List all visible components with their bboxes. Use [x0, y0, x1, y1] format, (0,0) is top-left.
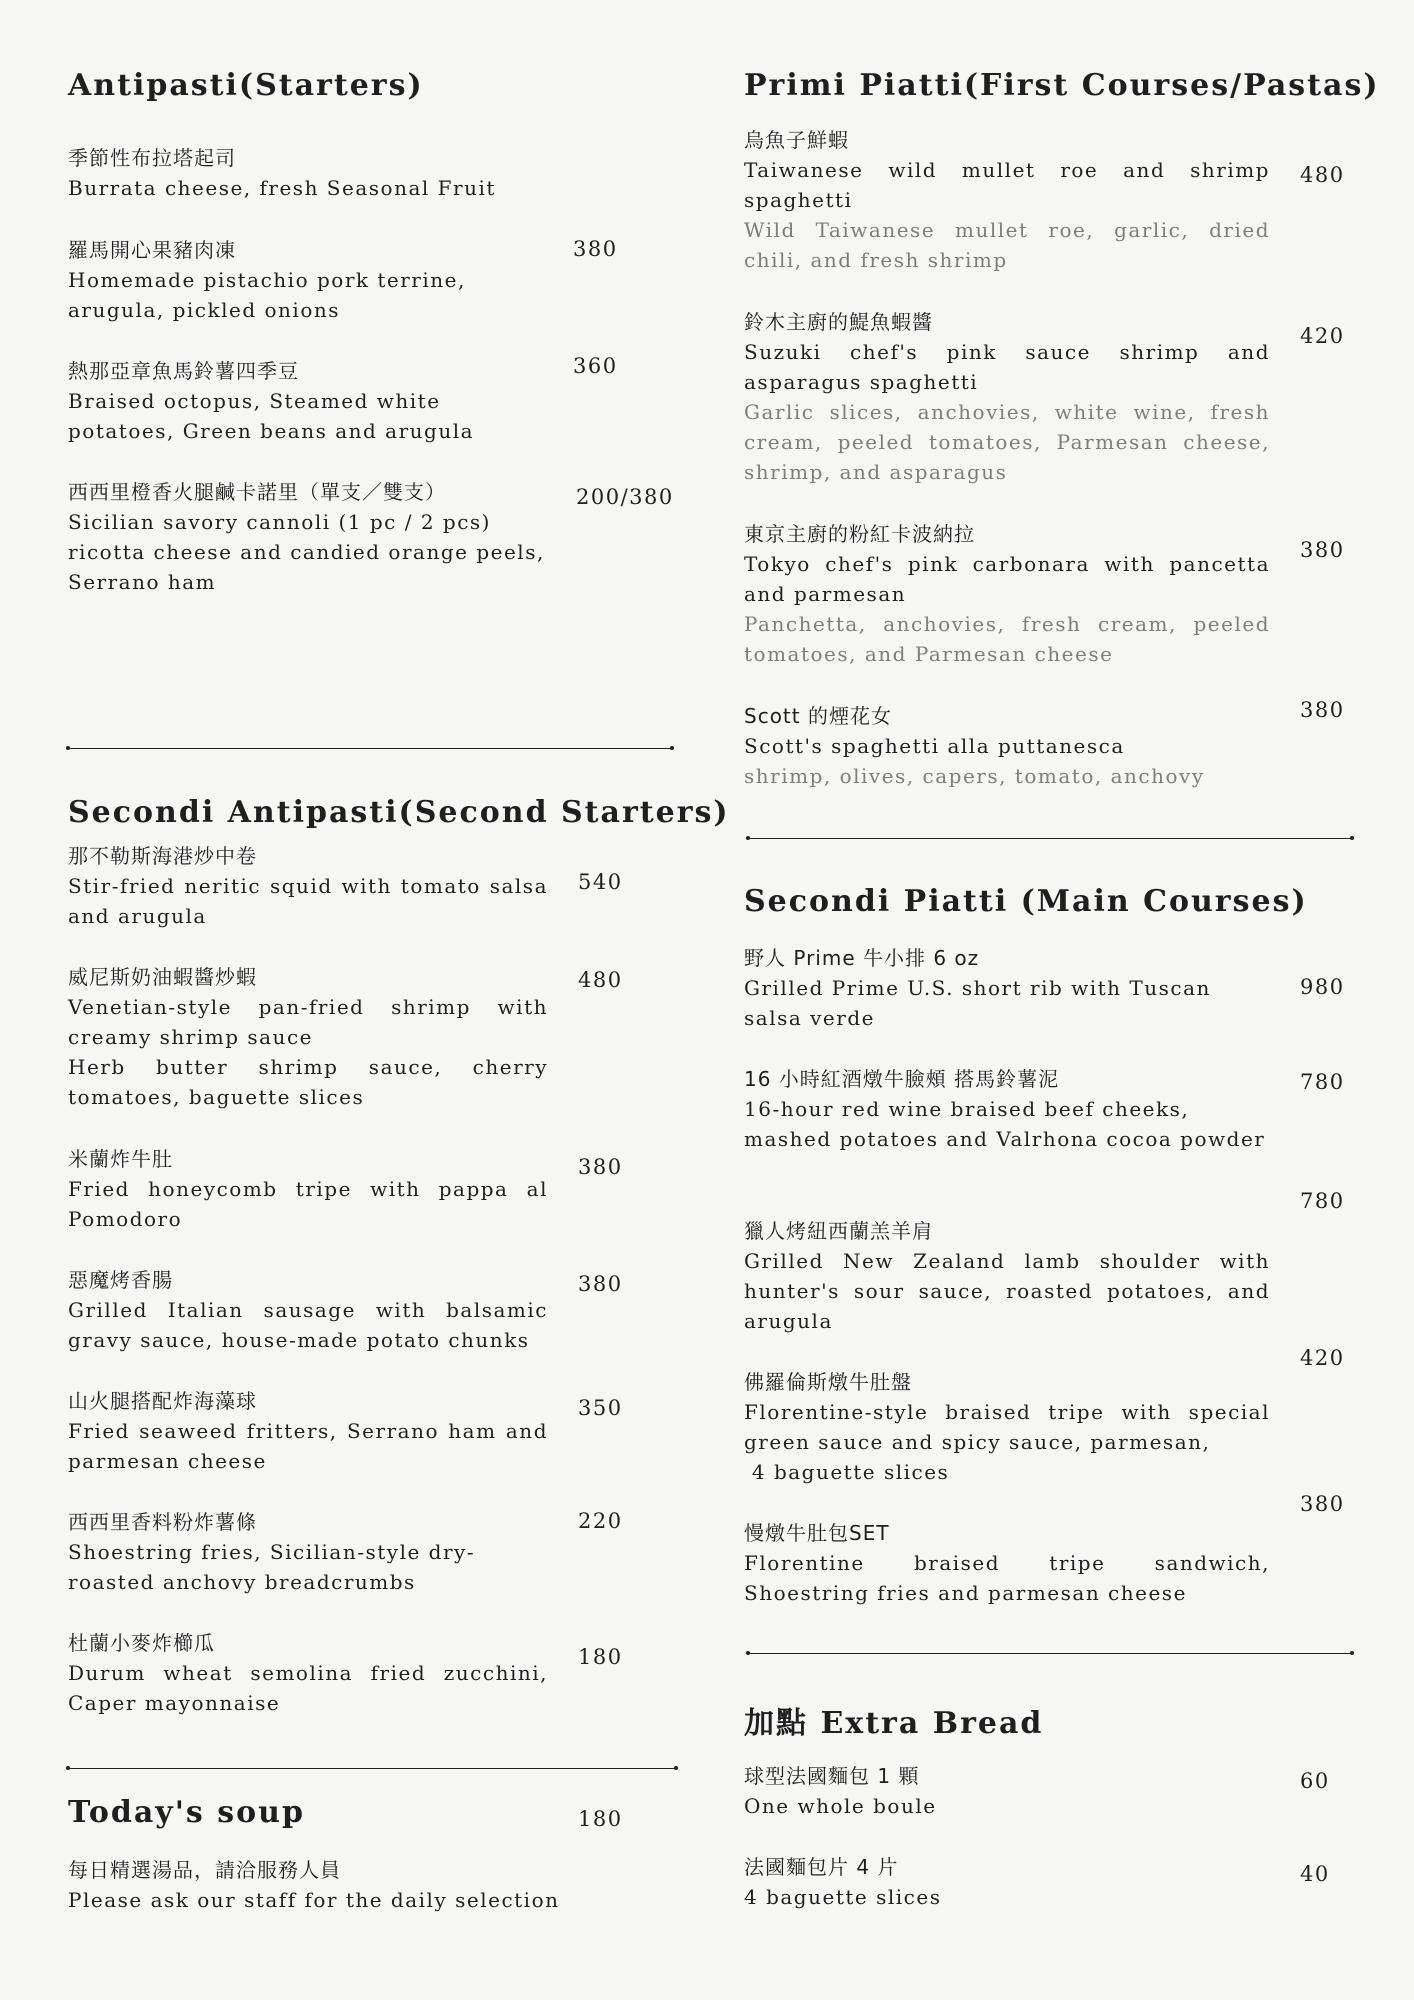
item-name-en: 4 baguette slices: [744, 1885, 942, 1909]
menu-item: [68, 235, 538, 325]
item-name-en: Venetian-style pan-fried shrimp with creamy shrimp sauce: [68, 995, 548, 1049]
item-name-zh: 東京主廚的粉紅卡波納拉: [744, 522, 975, 546]
item-name-zh: 獵人烤紐西蘭羔羊肩: [744, 1219, 933, 1243]
item-price: 380: [578, 1155, 623, 1179]
item-name-zh: 那不勒斯海港炒中卷: [68, 844, 257, 868]
item-description: 4 baguette slices: [744, 1460, 950, 1484]
menu-item: [744, 307, 1270, 487]
item-price: 780: [1300, 1189, 1345, 1213]
item-name-en: Fried honeycomb tripe with pappa al Pomodoro: [68, 1177, 548, 1231]
menu-item: [68, 1386, 548, 1476]
item-name-zh: 熱那亞章魚馬鈴薯四季豆: [68, 359, 299, 383]
item-name-en: Suzuki chef's pink sauce shrimp and asparagus spaghetti: [744, 340, 1270, 394]
menu-item: [744, 519, 1270, 669]
item-price: 380: [573, 237, 618, 261]
item-name-zh: 法國麵包片 4 片: [744, 1855, 899, 1879]
menu-item: [68, 841, 548, 931]
item-price: 540: [578, 870, 623, 894]
item-name-zh: 威尼斯奶油蝦醬炒蝦: [68, 965, 257, 989]
item-name-zh: 米蘭炸牛肚: [68, 1147, 173, 1171]
item-price: 40: [1300, 1862, 1330, 1886]
item-description: Wild Taiwanese mullet roe, garlic, dried chili, and fresh shrimp: [744, 218, 1270, 272]
menu-item: [744, 1852, 1270, 1912]
menu-item: [68, 356, 528, 446]
item-name-zh: Scott 的煙花女: [744, 704, 892, 728]
item-price: 200/380: [576, 485, 674, 509]
menu-item: [68, 1855, 688, 1915]
item-description: shrimp, olives, capers, tomato, anchovy: [744, 764, 1205, 788]
item-name-en: Stir-fried neritic squid with tomato salsa and arugula: [68, 874, 548, 928]
divider: [748, 1653, 1352, 1654]
item-price: 180: [578, 1645, 623, 1669]
menu-item: [744, 125, 1270, 275]
menu-item: [68, 1628, 548, 1718]
menu-item: [744, 1216, 1270, 1336]
item-price: 360: [573, 354, 618, 378]
soup-title: Today's soup: [68, 1795, 305, 1830]
item-name-en: Please ask our staff for the daily selection: [68, 1888, 560, 1912]
item-price: 380: [1300, 1492, 1345, 1516]
item-name-en: Florentine braised tripe sandwich, Shoestring fries and parmesan cheese: [744, 1551, 1270, 1605]
item-name-en: Shoestring fries, Sicilian-style dry-roasted anchovy breadcrumbs: [68, 1540, 476, 1594]
item-name-zh: 野人 Prime 牛小排 6 oz: [744, 946, 980, 970]
item-name-zh: 杜蘭小麥炸櫛瓜: [68, 1631, 215, 1655]
item-name-zh: 每日精選湯品，請洽服務人員: [68, 1858, 341, 1882]
item-name-en: Taiwanese wild mullet roe and shrimp spaghetti: [744, 158, 1270, 212]
item-price: 420: [1300, 324, 1345, 348]
item-name-zh: 烏魚子鮮蝦: [744, 128, 849, 152]
secondi-antipasti-title: Secondi Antipasti(Second Starters): [68, 795, 730, 830]
item-name-en: Scott's spaghetti alla puttanesca: [744, 734, 1125, 758]
item-name-en: One whole boule: [744, 1794, 937, 1818]
item-name-zh: 惡魔烤香腸: [68, 1268, 173, 1292]
menu-item: [744, 1518, 1270, 1608]
menu-item: [744, 701, 1270, 791]
extra-bread-title: 加點 Extra Bread: [744, 1706, 1044, 1741]
item-price: 480: [1300, 163, 1345, 187]
item-name-en: Braised octopus, Steamed white potatoes, Green beans and arugula: [68, 389, 475, 443]
divider: [68, 1768, 676, 1769]
item-name-zh: 鈴木主廚的鯷魚蝦醬: [744, 310, 933, 334]
item-name-zh: 佛羅倫斯燉牛肚盤: [744, 1370, 912, 1394]
antipasti-title: Antipasti(Starters): [68, 68, 424, 103]
divider: [68, 748, 672, 749]
item-name-zh: 球型法國麵包 1 顆: [744, 1764, 920, 1788]
item-description: Herb butter shrimp sauce, cherry tomatoes, baguette slices: [68, 1055, 548, 1109]
divider: [748, 838, 1352, 839]
primi-title: Primi Piatti(First Courses/Pastas): [744, 68, 1380, 103]
item-price: 980: [1300, 975, 1345, 999]
item-name-zh: 西西里香料粉炸薯條: [68, 1510, 257, 1534]
item-name-zh: 山火腿搭配炸海藻球: [68, 1389, 257, 1413]
item-name-zh: 季節性布拉塔起司: [68, 146, 236, 170]
item-price: 220: [578, 1509, 623, 1533]
item-price: 380: [1300, 538, 1345, 562]
item-name-en: Tokyo chef's pink carbonara with pancetta and parmesan: [744, 552, 1270, 606]
item-name-en: Grilled Prime U.S. short rib with Tuscan salsa verde: [744, 976, 1211, 1030]
item-name-en: Sicilian savory cannoli (1 pc / 2 pcs) ricotta cheese and candied orange peels, Serrano ham: [68, 510, 545, 594]
item-description: Panchetta, anchovies, fresh cream, peeled tomatoes, and Parmesan cheese: [744, 612, 1270, 666]
item-price: 380: [1300, 698, 1345, 722]
item-name-en: 16-hour red wine braised beef cheeks, mashed potatoes and Valrhona cocoa powder: [744, 1097, 1266, 1151]
item-name-en: Grilled New Zealand lamb shoulder with hunter's sour sauce, roasted potatoes, and arugula: [744, 1249, 1270, 1333]
item-price: 350: [578, 1396, 623, 1420]
menu-item: [744, 1761, 1270, 1821]
item-name-en: Durum wheat semolina fried zucchini, Caper mayonnaise: [68, 1661, 548, 1715]
item-name-en: Florentine-style braised tripe with special green sauce and spicy sauce, parmesan,: [744, 1400, 1270, 1454]
item-name-en: Burrata cheese, fresh Seasonal Fruit: [68, 176, 496, 200]
item-price: 480: [578, 968, 623, 992]
soup-price: 180: [578, 1807, 623, 1831]
menu-item: [68, 143, 628, 203]
menu-item: [68, 1265, 548, 1355]
menu-item: [744, 943, 1270, 1033]
menu-item: [68, 962, 548, 1112]
item-price: 780: [1300, 1070, 1345, 1094]
item-name-zh: 羅馬開心果豬肉凍: [68, 238, 236, 262]
item-price: 380: [578, 1272, 623, 1296]
item-name-zh: 16 小時紅酒燉牛臉頰 搭馬鈴薯泥: [744, 1067, 1060, 1091]
item-name-en: Grilled Italian sausage with balsamic gravy sauce, house-made potato chunks: [68, 1298, 548, 1352]
menu-item: [744, 1367, 1270, 1487]
menu-item: [68, 477, 568, 597]
item-name-zh: 慢燉牛肚包SET: [744, 1521, 890, 1545]
item-name-en: Homemade pistachio pork terrine, arugula, pickled onions: [68, 268, 466, 322]
menu-item: [68, 1507, 548, 1597]
menu-item: [68, 1144, 548, 1234]
item-description: Garlic slices, anchovies, white wine, fresh cream, peeled tomatoes, Parmesan cheese, shrimp, and asparagus: [744, 400, 1270, 484]
menu-item: [744, 1064, 1270, 1154]
item-price: 60: [1300, 1769, 1330, 1793]
item-price: 420: [1300, 1346, 1345, 1370]
item-name-zh: 西西里橙香火腿鹹卡諾里（單支／雙支）: [68, 480, 446, 504]
secondi-piatti-title: Secondi Piatti (Main Courses): [744, 884, 1308, 919]
item-name-en: Fried seaweed fritters, Serrano ham and parmesan cheese: [68, 1419, 548, 1473]
